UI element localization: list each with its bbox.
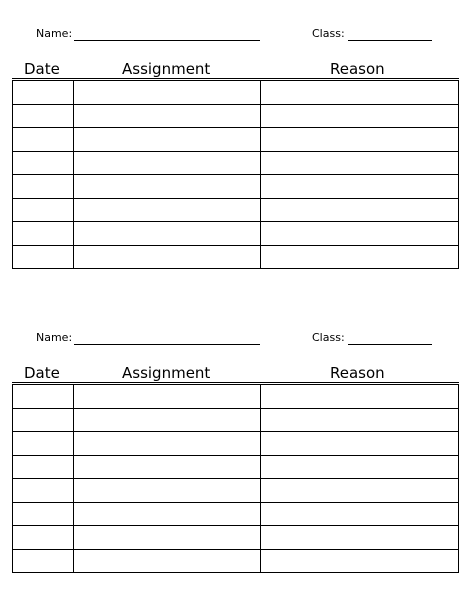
table-row [13,479,459,503]
class-label: Class: [312,331,345,344]
date-cell[interactable] [13,104,74,128]
reason-cell[interactable] [261,175,459,199]
reason-cell[interactable] [261,526,459,550]
assignment-cell[interactable] [74,384,261,409]
column-header-date: Date [24,60,60,78]
reason-cell[interactable] [261,549,459,573]
assignment-cell[interactable] [74,245,261,269]
table-row [13,526,459,550]
date-cell[interactable] [13,479,74,503]
column-header-assignment: Assignment [122,60,211,78]
reason-cell[interactable] [261,245,459,269]
date-cell[interactable] [13,245,74,269]
reason-cell[interactable] [261,384,459,409]
reason-cell[interactable] [261,432,459,456]
date-cell[interactable] [13,80,74,105]
table-row [13,80,459,105]
date-cell[interactable] [13,151,74,175]
date-cell[interactable] [13,198,74,222]
reason-cell[interactable] [261,80,459,105]
assignment-cell[interactable] [74,455,261,479]
reason-cell[interactable] [261,455,459,479]
assignment-cell[interactable] [74,479,261,503]
assignment-cell[interactable] [74,175,261,199]
assignment-cell[interactable] [74,128,261,152]
table-row [13,455,459,479]
date-cell[interactable] [13,526,74,550]
table-row [13,198,459,222]
table-row [13,502,459,526]
table-row [13,384,459,409]
assignment-cell[interactable] [74,408,261,432]
assignment-cell[interactable] [74,80,261,105]
date-cell[interactable] [13,432,74,456]
name-field[interactable] [74,40,260,41]
table-row [13,175,459,199]
date-cell[interactable] [13,222,74,246]
reason-cell[interactable] [261,104,459,128]
reason-cell[interactable] [261,502,459,526]
table-row [13,408,459,432]
assignment-log-table [12,78,459,269]
assignment-cell[interactable] [74,549,261,573]
class-field[interactable] [348,344,432,345]
assignment-cell[interactable] [74,222,261,246]
table-row [13,151,459,175]
table-row [13,128,459,152]
assignment-cell[interactable] [74,198,261,222]
table-row [13,222,459,246]
class-label: Class: [312,27,345,40]
class-field[interactable] [348,40,432,41]
date-cell[interactable] [13,175,74,199]
reason-cell[interactable] [261,408,459,432]
assignment-cell[interactable] [74,151,261,175]
table-row [13,549,459,573]
assignment-cell[interactable] [74,432,261,456]
missing-assignment-sheet-1 [0,0,473,300]
date-cell[interactable] [13,549,74,573]
column-header-date: Date [24,364,60,382]
name-label: Name: [36,27,73,40]
column-header-reason: Reason [330,364,385,382]
reason-cell[interactable] [261,128,459,152]
name-label: Name: [36,331,73,344]
date-cell[interactable] [13,384,74,409]
date-cell[interactable] [13,408,74,432]
assignment-cell[interactable] [74,526,261,550]
column-header-reason: Reason [330,60,385,78]
name-field[interactable] [74,344,260,345]
table-row [13,432,459,456]
table-row [13,245,459,269]
reason-cell[interactable] [261,151,459,175]
assignment-cell[interactable] [74,502,261,526]
missing-assignment-sheet-2 [0,304,473,604]
table-row [13,104,459,128]
date-cell[interactable] [13,502,74,526]
reason-cell[interactable] [261,222,459,246]
reason-cell[interactable] [261,479,459,503]
assignment-cell[interactable] [74,104,261,128]
reason-cell[interactable] [261,198,459,222]
date-cell[interactable] [13,455,74,479]
column-header-assignment: Assignment [122,364,211,382]
date-cell[interactable] [13,128,74,152]
assignment-log-table [12,382,459,573]
